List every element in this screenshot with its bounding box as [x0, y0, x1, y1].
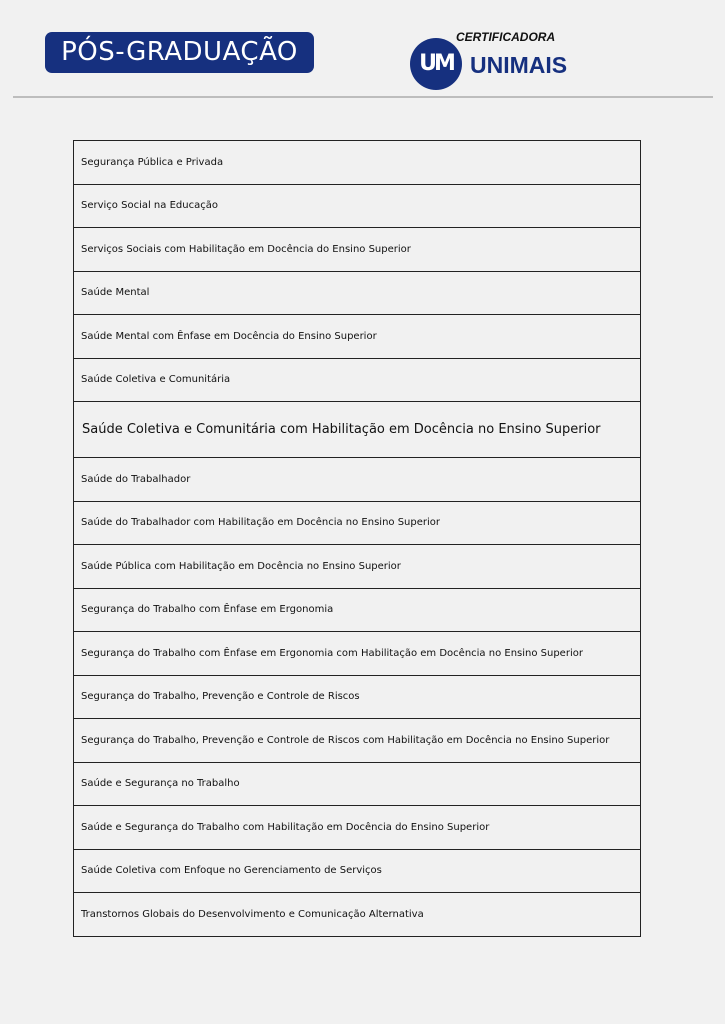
pos-graduacao-badge: PÓS-GRADUAÇÃO — [45, 32, 314, 73]
course-row: Saúde Coletiva e Comunitária com Habilitação em Docência no Ensino Superior — [74, 402, 640, 458]
logo-subtitle: CERTIFICADORA — [456, 30, 556, 44]
course-row: Saúde Coletiva e Comunitária — [74, 359, 640, 403]
course-row: Saúde e Segurança no Trabalho — [74, 763, 640, 807]
unimais-logo-icon: UM — [410, 38, 462, 90]
course-row: Saúde e Segurança do Trabalho com Habilitação em Docência do Ensino Superior — [74, 806, 640, 850]
course-row: Saúde do Trabalhador com Habilitação em Docência no Ensino Superior — [74, 502, 640, 546]
logo-name: UNIMAIS — [470, 52, 568, 78]
header-divider — [13, 96, 713, 98]
course-row: Serviço Social na Educação — [74, 185, 640, 229]
course-row: Segurança do Trabalho com Ênfase em Ergonomia com Habilitação em Docência no Ensino Superior — [74, 632, 640, 676]
course-row: Saúde Pública com Habilitação em Docência no Ensino Superior — [74, 545, 640, 589]
course-row: Segurança do Trabalho com Ênfase em Ergonomia — [74, 589, 640, 633]
course-row: Segurança do Trabalho, Prevenção e Controle de Riscos — [74, 676, 640, 720]
course-row: Segurança do Trabalho, Prevenção e Controle de Riscos com Habilitação em Docência no Ensino Superior — [74, 719, 640, 763]
course-row: Segurança Pública e Privada — [74, 141, 640, 185]
course-row: Saúde do Trabalhador — [74, 458, 640, 502]
course-row: Serviços Sociais com Habilitação em Docência do Ensino Superior — [74, 228, 640, 272]
course-table — [73, 140, 641, 937]
course-row: Saúde Mental — [74, 272, 640, 316]
course-row: Saúde Mental com Ênfase em Docência do Ensino Superior — [74, 315, 640, 359]
course-row: Saúde Coletiva com Enfoque no Gerenciamento de Serviços — [74, 850, 640, 894]
course-row: Transtornos Globais do Desenvolvimento e Comunicação Alternativa — [74, 893, 640, 937]
